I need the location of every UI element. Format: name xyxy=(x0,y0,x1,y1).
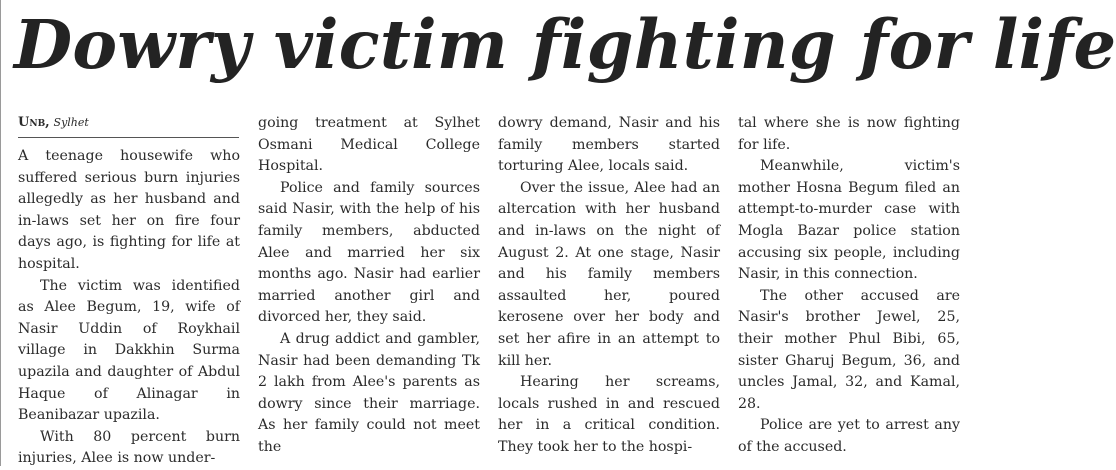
column-rule xyxy=(0,0,1,466)
article-column-2 xyxy=(258,113,480,459)
paragraph: A teenage housewife who suffered serious burn injuries allegedly as her husband and in-laws set her on fire four days ago, is fighting for life at hospital. xyxy=(18,148,240,272)
byline-rule xyxy=(18,137,239,138)
byline xyxy=(18,114,240,131)
article-column-3 xyxy=(498,113,720,459)
paragraph: Police and family sources said Nasir, with the help of his family members, abducted Alee and married her six months ago. Nasir had earlier married another girl and divorced her, they said. xyxy=(258,179,480,326)
paragraph: The other accused are Nasir's brother Jewel, 25, their mother Phul Bibi, 65, sister Gharuj Begum, 36, and uncles Jamal, 32, and Kamal, 28. xyxy=(738,287,960,412)
paragraph: dowry demand, Nasir and his family members started torturing Alee, locals said. xyxy=(498,115,720,175)
paragraph: Hearing her screams, locals rushed in and rescued her in a critical condition. They took her to the hospi- xyxy=(498,374,720,455)
headline: Dowry victim fighting for life xyxy=(14,5,1116,84)
byline-place: Sylhet xyxy=(53,116,89,129)
article-column-4 xyxy=(738,113,960,459)
byline-agency: Unb, xyxy=(18,115,50,130)
paragraph: tal where she is now fighting for life. xyxy=(738,115,960,153)
paragraph: The victim was identified as Alee Begum, 19, wife of Nasir Uddin of Roykhail village in Dakkhin Surma upazila and daughter of Abdul Haque of Alinagar in Beanibazar upazila. xyxy=(18,277,240,424)
article-column-1 xyxy=(18,146,240,470)
paragraph: Police are yet to arrest any of the accused. xyxy=(738,417,960,455)
paragraph: Meanwhile, victim's mother Hosna Begum filed an attempt-to-murder case with Mogla Bazar police station accusing six people, including Nasir, in this connection. xyxy=(738,158,960,283)
paragraph: Over the issue, Alee had an altercation with her husband and in-laws on the night of August 2. At one stage, Nasir and his family members assaulted her, poured kerosene over her body and set her afire in an attempt to kill her. xyxy=(498,179,720,369)
paragraph: going treatment at Sylhet Osmani Medical College Hospital. xyxy=(258,115,480,175)
paragraph: A drug addict and gambler, Nasir had been demanding Tk 2 lakh from Alee's parents as dowry since their marriage. As her family could not meet the xyxy=(258,330,480,455)
paragraph: With 80 percent burn injuries, Alee is now under- xyxy=(18,428,240,467)
